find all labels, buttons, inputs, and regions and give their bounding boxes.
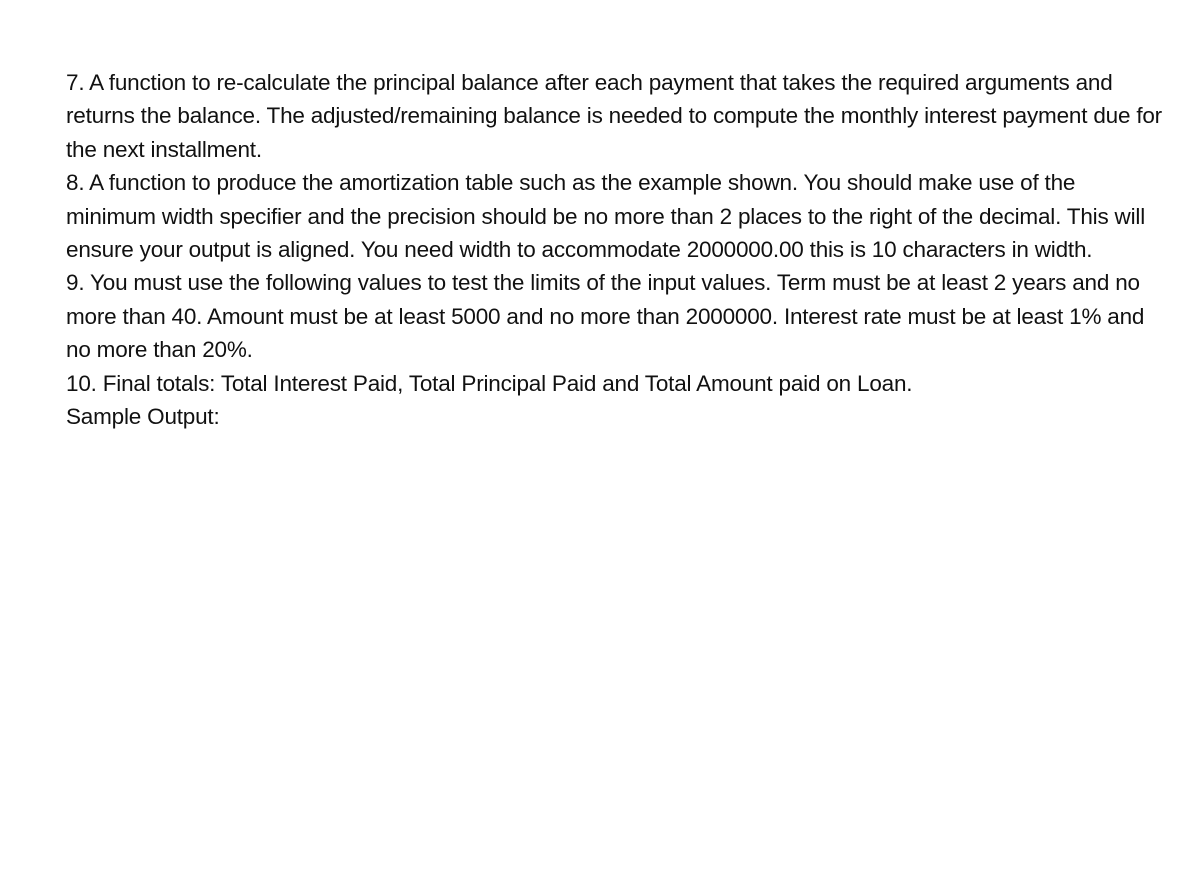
paragraph-item-8: 8. A function to produce the amortization table such as the example shown. You should make use of the minimum width specifier and the precision should be no more than 2 places to the right of the decimal. This will ensure your output is aligned. You need width to accommodate 2000000.00 this is 10 characters in width. bbox=[66, 170, 1145, 263]
paragraph-item-9: 9. You must use the following values to test the limits of the input values. Term must be at least 2 years and no more than 40. Amount must be at least 5000 and no more than 2000000. Interest rate must be at least 1% and no more than 20%. bbox=[66, 270, 1145, 363]
document-body bbox=[66, 66, 1166, 433]
sample-output-label: Sample Output: bbox=[66, 404, 220, 430]
paragraph-item-7: 7. A function to re-calculate the principal balance after each payment that takes the required arguments and returns the balance. The adjusted/remaining balance is needed to compute the monthly interest payment due for the next installment. bbox=[66, 70, 1162, 162]
paragraph-item-10: 10. Final totals: Total Interest Paid, Total Principal Paid and Total Amount paid on Loan. bbox=[66, 370, 913, 396]
